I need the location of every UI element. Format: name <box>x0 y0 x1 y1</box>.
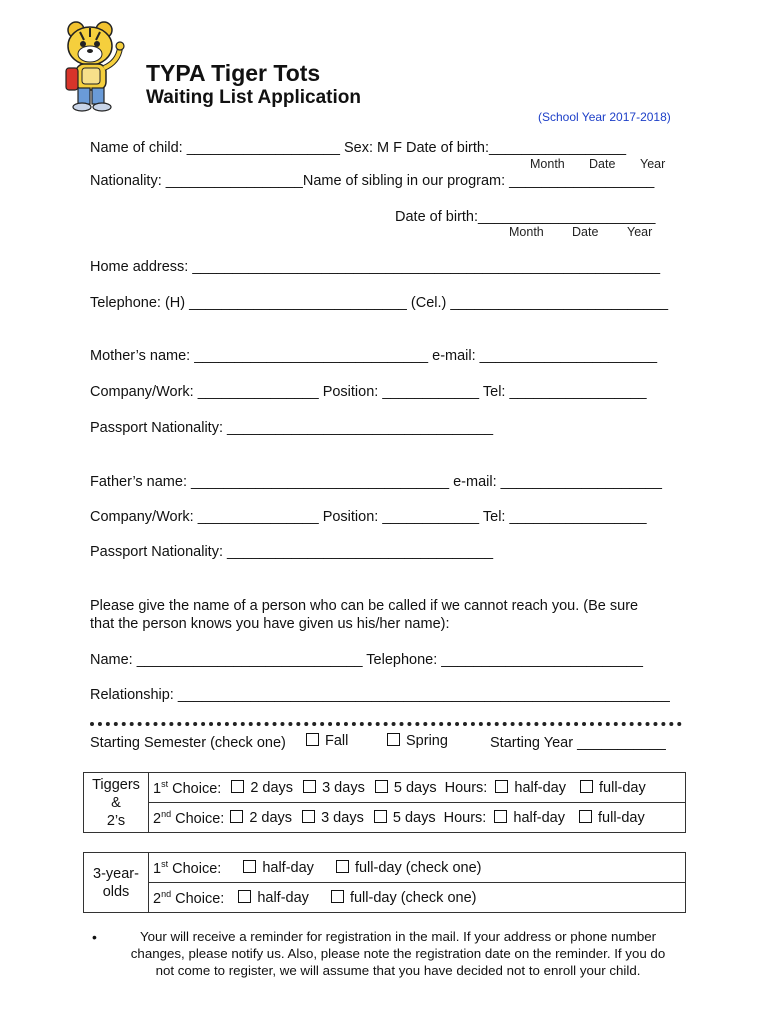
tiggers-2nd-5days-checkbox[interactable] <box>374 810 387 823</box>
tiggers-1st-3days-checkbox[interactable] <box>303 780 316 793</box>
semester-label: Starting Semester (check one) <box>90 735 286 751</box>
sibling-dob-field[interactable]: Date of birth:______________________ <box>395 209 656 225</box>
fall-checkbox[interactable] <box>306 733 319 746</box>
form-subtitle: Waiting List Application <box>146 87 361 108</box>
starting-year-field[interactable]: Starting Year ___________ <box>490 735 666 751</box>
three-year-first-choice-row: 1st Choice: half-day full-day (check one) <box>149 853 686 883</box>
sibling-dob-year-label: Year <box>627 225 653 239</box>
form-title: TYPA Tiger Tots <box>146 60 321 86</box>
fall-option[interactable]: Fall <box>306 733 348 749</box>
note-bullet: • <box>92 929 97 945</box>
tiggers-2nd-3days-checkbox[interactable] <box>302 810 315 823</box>
tiggers-second-choice-row: 2nd Choice: 2 days 3 days 5 days Hours: half-day full-day <box>149 803 686 833</box>
telephone-field[interactable]: Telephone: (H) ___________________________ (Cel.) ___________________________ <box>90 295 669 311</box>
tiger-mascot-logo <box>60 18 132 114</box>
emergency-instruction-2: that the person knows you have given us his/her name): <box>90 616 450 632</box>
spring-option[interactable]: Spring <box>387 733 448 749</box>
tiggers-choice-table <box>83 772 686 833</box>
child-dob-date-label: Date <box>589 157 616 171</box>
tiggers-first-choice-row: 1st Choice: 2 days 3 days 5 days Hours: half-day full-day <box>149 773 686 803</box>
mother-passport-field[interactable]: Passport Nationality: _________________________________ <box>90 420 494 436</box>
tiggers-label: Tiggers & 2’s <box>84 773 149 833</box>
tiggers-2nd-fullday-checkbox[interactable] <box>579 810 592 823</box>
three-year-1st-fullday-checkbox[interactable] <box>336 860 349 873</box>
mother-name-field[interactable]: Mother’s name: _____________________________ e-mail: ______________________ <box>90 348 658 364</box>
sibling-dob-month-label: Month <box>509 225 544 239</box>
father-name-field[interactable]: Father’s name: ________________________________ e-mail: ____________________ <box>90 474 662 490</box>
tiggers-2nd-halfday-checkbox[interactable] <box>494 810 507 823</box>
tiggers-1st-5days-checkbox[interactable] <box>375 780 388 793</box>
emergency-name-field[interactable]: Name: ____________________________ Telephone: _________________________ <box>90 652 643 668</box>
three-year-olds-choice-table <box>83 852 686 913</box>
mother-work-field[interactable]: Company/Work: _______________ Position: ____________ Tel: _________________ <box>90 384 647 400</box>
dotted-divider <box>90 722 682 726</box>
tiggers-1st-fullday-checkbox[interactable] <box>580 780 593 793</box>
emergency-instruction-1: Please give the name of a person who can be called if we cannot reach you. (Be sure <box>90 598 639 614</box>
spring-checkbox[interactable] <box>387 733 400 746</box>
tiggers-1st-halfday-checkbox[interactable] <box>495 780 508 793</box>
child-dob-year-label: Year <box>640 157 666 171</box>
child-name-field[interactable]: Name of child: ___________________ Sex: M F Date of birth:_________________ <box>90 140 627 156</box>
nationality-sibling-field[interactable]: Nationality: _________________Name of sibling in our program: __________________ <box>90 173 655 189</box>
school-year: (School Year 2017-2018) <box>538 110 671 124</box>
home-address-field[interactable]: Home address: __________________________________________________________ <box>90 259 661 275</box>
sibling-dob-date-label: Date <box>572 225 599 239</box>
father-work-field[interactable]: Company/Work: _______________ Position: ____________ Tel: _________________ <box>90 509 647 525</box>
tiggers-1st-2days-checkbox[interactable] <box>231 780 244 793</box>
three-year-2nd-fullday-checkbox[interactable] <box>331 890 344 903</box>
three-year-2nd-halfday-checkbox[interactable] <box>238 890 251 903</box>
three-year-1st-halfday-checkbox[interactable] <box>243 860 256 873</box>
father-passport-field[interactable]: Passport Nationality: _________________________________ <box>90 544 494 560</box>
reminder-note: Your will receive a reminder for registration in the mail. If your address or phone number changes, please notify us. Also, please note the registration date on the reminder. If you do not come to register, we will assume that you have decided not to enroll your child. <box>130 929 666 978</box>
tiggers-2nd-2days-checkbox[interactable] <box>230 810 243 823</box>
three-year-olds-label: 3-year- olds <box>84 853 149 913</box>
child-dob-month-label: Month <box>530 157 565 171</box>
three-year-second-choice-row: 2nd Choice: half-day full-day (check one) <box>149 883 686 913</box>
relationship-field[interactable]: Relationship: _____________________________________________________________ <box>90 687 670 703</box>
